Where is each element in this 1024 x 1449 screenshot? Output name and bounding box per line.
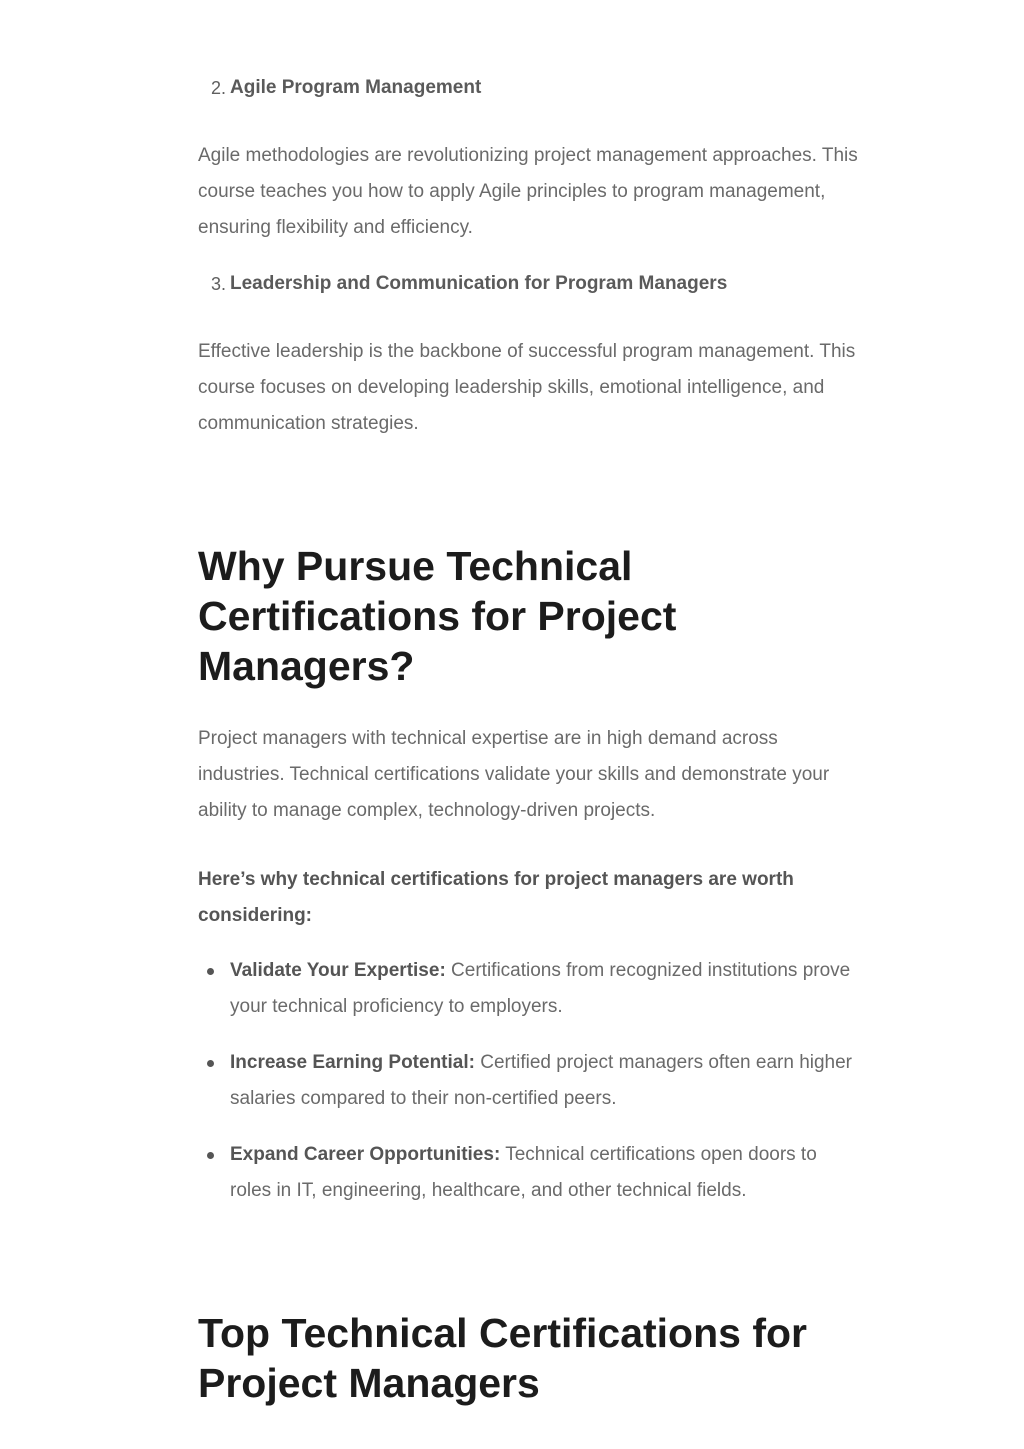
paragraph-lead-in: Here’s why technical certifications for project managers are worth considering: [198,869,794,926]
bullet-text: Certified project managers often earn higher salaries compared to their non-certified peers. [230,1052,853,1109]
bullet-label: Increase Earning Potential: [230,1052,475,1073]
list-number: 2. [211,78,227,98]
heading-why-pursue: Why Pursue Technical Certifications for Project Managers? [198,543,677,689]
paragraph-intro: Project managers with technical expertise are in high demand across industries. Technical certifications validate your skills and demonstrate your ability to manage complex, technology-driven projects. [198,728,830,821]
bullet-text: Certifications from recognized institutions prove your technical proficiency to employers. [230,960,851,1017]
bullet-label: Expand Career Opportunities: [230,1144,501,1165]
list-item-title: Leadership and Communication for Program Managers [230,273,728,294]
list-item-leadership [198,272,727,296]
bullet-dot-icon [207,968,214,975]
bullet-dot-icon [207,1060,214,1067]
bullet-career-opportunities [198,1137,858,1209]
bullet-validate-expertise [198,953,858,1025]
list-item-agile [198,76,481,100]
bullet-text: Technical certifications open doors to roles in IT, engineering, healthcare, and other technical fields. [230,1144,817,1201]
paragraph-agile: Agile methodologies are revolutionizing project management approaches. This course teaches you how to apply Agile principles to program management, ensuring flexibility and efficiency. [198,145,858,238]
list-item-title: Agile Program Management [230,77,482,98]
bullet-earning-potential [198,1045,858,1117]
list-number: 3. [211,274,227,294]
bullet-dot-icon [207,1152,214,1159]
heading-top-certifications: Top Technical Certifications for Project Managers [198,1310,807,1406]
benefits-list [198,953,858,1229]
paragraph-leadership: Effective leadership is the backbone of successful program management. This course focuses on developing leadership skills, emotional intelligence, and communication strategies. [198,341,856,434]
bullet-label: Validate Your Expertise: [230,960,446,981]
